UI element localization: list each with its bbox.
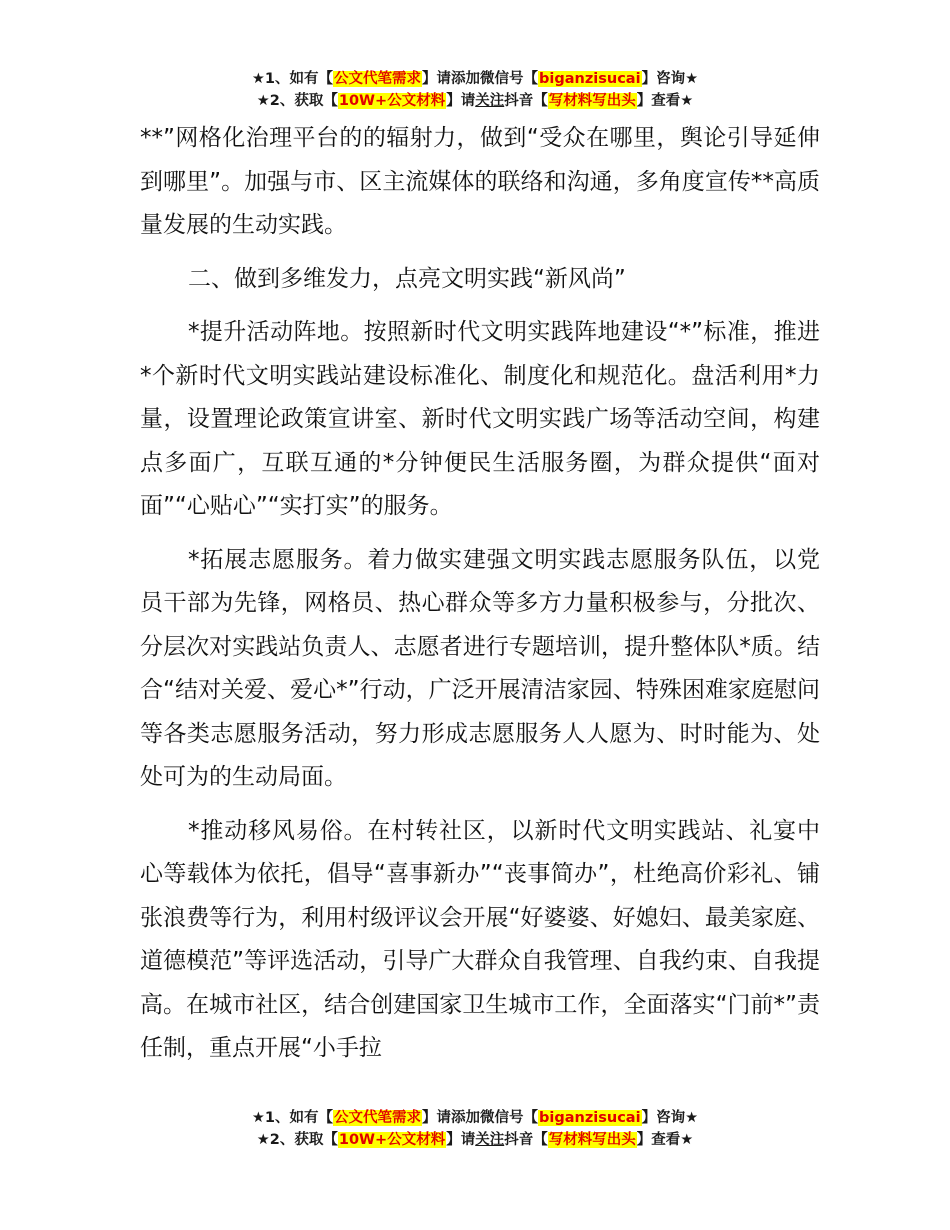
banner-line-1: ★1、如有【公文代笔需求】请添加微信号【biganzisucai】咨询★ bbox=[251, 71, 699, 87]
footer-highlight-douyin-account: 写材料写出头 bbox=[548, 1132, 636, 1148]
footer-highlight-materials: 10W+公文材料 bbox=[338, 1132, 446, 1148]
paragraph-volunteer-service: *拓展志愿服务。着力做实建强文明实践志愿服务队伍，以党员干部为先锋，网格员、热心群众等多方力量积极参与，分批次、分层次对实践站负责人、志愿者进行专题培训，提升整体队*质。结合“结对关爱、爱心*”行动，广泛开展清洁家园、特殊困难家庭慰问等各类志愿服务活动，努力形成志愿服务人人愿为、时时能为、处处可为的生动局面。 bbox=[140, 546, 820, 790]
paragraph-customs-reform: *推动移风易俗。在村转社区，以新时代文明实践站、礼宴中心等载体为依托，倡导“喜事新办”“丧事简办”，杜绝高价彩礼、铺张浪费等行为，利用村级评议会开展“好婆婆、好媳妇、最美家庭、道德模范”等评选活动，引导广大群众自我管理、自我约束、自我提高。在城市社区，结合创建国家卫生城市工作，全面落实“门前*”责任制，重点开展“小手拉 bbox=[140, 817, 820, 1061]
paragraph-continuation: **”网格化治理平台的的辐射力，做到“受众在哪里，舆论引导延伸到哪里”。加强与市、区主流媒体的联络和沟通，多角度宣传**高质量发展的生动实践。 bbox=[140, 125, 820, 238]
header-banner bbox=[0, 68, 950, 112]
follow-underlined: 关注 bbox=[475, 93, 505, 109]
footer-follow-underlined: 关注 bbox=[475, 1132, 505, 1148]
highlight-wechat-id: biganzisucai bbox=[539, 71, 641, 87]
paragraph-activity-venue: *提升活动阵地。按照新时代文明实践阵地建设“*”标准，推进*个新时代文明实践站建设标准化、制度化和规范化。盘活利用*力量，设置理论政策宣讲室、新时代文明实践广场等活动空间，构建点多面广，互联互通的*分钟便民生活服务圈，为群众提供“面对面”“心贴心”“实打实”的服务。 bbox=[140, 319, 820, 519]
highlight-materials: 10W+公文材料 bbox=[338, 93, 446, 109]
footer-highlight-service: 公文代笔需求 bbox=[334, 1110, 422, 1126]
section-heading: 二、做到多维发力，点亮文明实践“新风尚” bbox=[188, 265, 626, 292]
footer-line-1: ★1、如有【公文代笔需求】请添加微信号【biganzisucai】咨询★ bbox=[251, 1110, 699, 1126]
footer-line-2: ★2、获取【10W+公文材料】请关注抖音【写材料写出头】查看★ bbox=[256, 1132, 694, 1148]
footer-highlight-wechat-id: biganzisucai bbox=[539, 1110, 641, 1126]
highlight-douyin-account: 写材料写出头 bbox=[548, 93, 636, 109]
banner-line-2: ★2、获取【10W+公文材料】请关注抖音【写材料写出头】查看★ bbox=[256, 93, 694, 109]
highlight-service: 公文代笔需求 bbox=[334, 71, 422, 87]
document-body bbox=[140, 117, 820, 1081]
footer-banner bbox=[0, 1107, 950, 1151]
